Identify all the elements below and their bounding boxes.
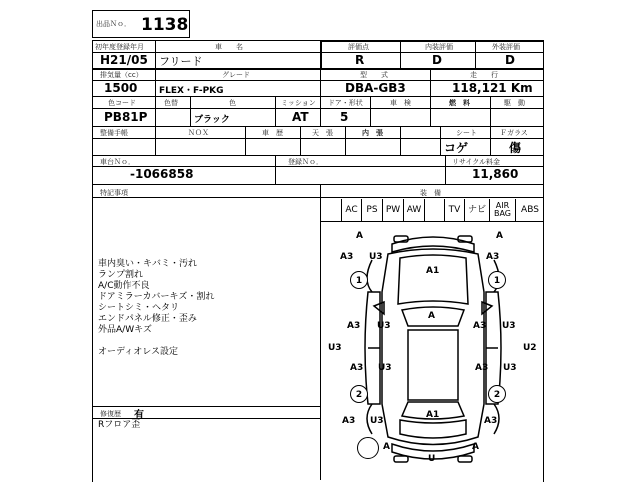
recycle-label: リサイクル料金 <box>452 158 501 166</box>
doors-label: ドア・形状 <box>328 99 363 107</box>
trunk-shape <box>400 420 466 438</box>
equipment-label: 装 備 <box>420 189 441 197</box>
chassis-label: 車台Ｎｏ． <box>100 158 135 166</box>
recycle-value: 11,860 <box>472 167 519 181</box>
color-value: ブラック <box>194 115 230 125</box>
damage-code: U3 <box>369 252 383 262</box>
chassis-value: -1066858 <box>130 167 194 181</box>
wheel-front-left: 1 <box>350 271 368 289</box>
damage-code: A3 <box>484 416 498 426</box>
damage-code: A3 <box>475 363 489 373</box>
damage-code: A <box>428 311 435 321</box>
exterior-value: D <box>505 53 515 67</box>
damage-code: U3 <box>378 363 392 373</box>
damage-code: A3 <box>342 416 356 426</box>
glass-label: Ｆガラス <box>500 129 528 137</box>
damage-code: A3 <box>486 252 500 262</box>
remark-line: 外品A/Wキズ <box>98 325 152 335</box>
damage-code: A <box>496 231 503 241</box>
sunroof-label: 天 張 <box>312 129 333 137</box>
interior-roof-label: 内 張 <box>362 129 383 137</box>
car-name-value: フリード <box>159 55 203 68</box>
wheel-rear-right: 2 <box>488 385 506 403</box>
damage-code: U3 <box>503 363 517 373</box>
remark-line: ドアミラーカバーキズ・割れ <box>98 292 215 302</box>
remark-line: エンドパネル修正・歪み <box>98 314 197 324</box>
repair-note: Rフロア歪 <box>98 420 141 430</box>
wheel-rear-left: 2 <box>350 385 368 403</box>
mission-value: AT <box>292 110 309 124</box>
exterior-label: 外装評価 <box>492 43 520 51</box>
damage-code: A3 <box>473 321 487 331</box>
wheel-front-right: 1 <box>488 271 506 289</box>
color-label: 色 <box>229 99 236 107</box>
score-label: 評価点 <box>348 43 369 51</box>
damage-code: U3 <box>377 321 391 331</box>
equipment-abs: ABS <box>521 205 539 215</box>
remark-line: 車内臭い・キバミ・汚れ <box>98 259 198 269</box>
seat-value: コゲ <box>444 141 469 155</box>
model-value: DBA-GB3 <box>345 81 406 95</box>
car-name-label: 車 名 <box>215 43 243 51</box>
score-value: R <box>355 53 365 67</box>
damage-code: U3 <box>328 343 342 353</box>
equipment-aw: AW <box>404 199 425 221</box>
displacement-label: 排気量（cc） <box>100 71 143 79</box>
equipment-airbag: AIR BAG <box>490 199 516 221</box>
interior-value: D <box>432 53 442 67</box>
first-reg-label: 初年度登録年月 <box>95 43 144 51</box>
equipment-pw: PW <box>383 199 404 221</box>
color-code-label: 色コード <box>108 99 136 107</box>
doors-value: 5 <box>340 110 349 124</box>
remark-line: A/C動作不良 <box>98 281 150 291</box>
repair-value: 有 <box>134 410 144 421</box>
equipment-tv: TV <box>445 199 465 221</box>
model-label: 型 式 <box>360 71 388 79</box>
color-type-label: 色替 <box>164 99 178 107</box>
rear-left-corner-circle <box>357 437 379 459</box>
grade-value: FLEX・F-PKG <box>159 86 224 96</box>
damage-code: U2 <box>523 343 537 353</box>
damage-code: A1 <box>426 266 440 276</box>
damage-code: A3 <box>350 363 364 373</box>
equipment-ps: PS <box>362 199 383 221</box>
mileage-value: 118,121 Km <box>452 81 533 95</box>
glass-value: 傷 <box>509 141 522 155</box>
equipment-blank <box>425 199 445 221</box>
fuel-label: 燃 料 <box>449 99 470 107</box>
car-damage-diagram <box>322 222 544 480</box>
grade-label: グレード <box>222 71 250 79</box>
damage-code: A <box>472 442 479 452</box>
damage-code: A <box>383 442 390 452</box>
displacement-value: 1500 <box>104 81 138 95</box>
drive-label: 駆 動 <box>504 99 525 107</box>
remark-line: オーディオレス設定 <box>98 347 179 357</box>
damage-code: A3 <box>340 252 354 262</box>
lot-number-label: 出品Ｎｏ． <box>96 20 131 28</box>
interior-label: 内装評価 <box>425 43 453 51</box>
manual-label: 整備手帳 <box>100 129 128 137</box>
hood-shape <box>398 255 468 304</box>
color-code-value: PB81P <box>104 110 148 124</box>
remark-line: ランプ割れ <box>98 270 144 280</box>
roof-shape <box>408 330 458 400</box>
inspection-label: 車 検 <box>390 99 411 107</box>
first-reg-value: H21/05 <box>100 53 148 67</box>
nox-label: ＮＯＸ <box>188 129 209 137</box>
damage-code: A <box>356 231 363 241</box>
damage-code: U <box>428 454 436 464</box>
remarks-label: 特記事項 <box>100 189 128 197</box>
equipment-ac: AC <box>341 199 362 221</box>
history-label: 車 歴 <box>262 129 283 137</box>
damage-code: A3 <box>347 321 361 331</box>
remark-line: シートシミ・ヘタリ <box>98 303 180 313</box>
lot-number-box <box>92 10 190 38</box>
equipment-navi: ナビ <box>465 199 490 221</box>
damage-code: A1 <box>426 410 440 420</box>
lot-number: 1138 <box>141 15 189 35</box>
mileage-label: 走 行 <box>470 71 498 79</box>
damage-code: U3 <box>370 416 384 426</box>
reg-no-label: 登録Ｎｏ． <box>288 158 323 166</box>
damage-code: U3 <box>502 321 516 331</box>
seat-label: シート <box>456 129 477 137</box>
repair-label: 修復歴 <box>100 410 121 418</box>
mission-label: ミッション <box>281 99 316 107</box>
